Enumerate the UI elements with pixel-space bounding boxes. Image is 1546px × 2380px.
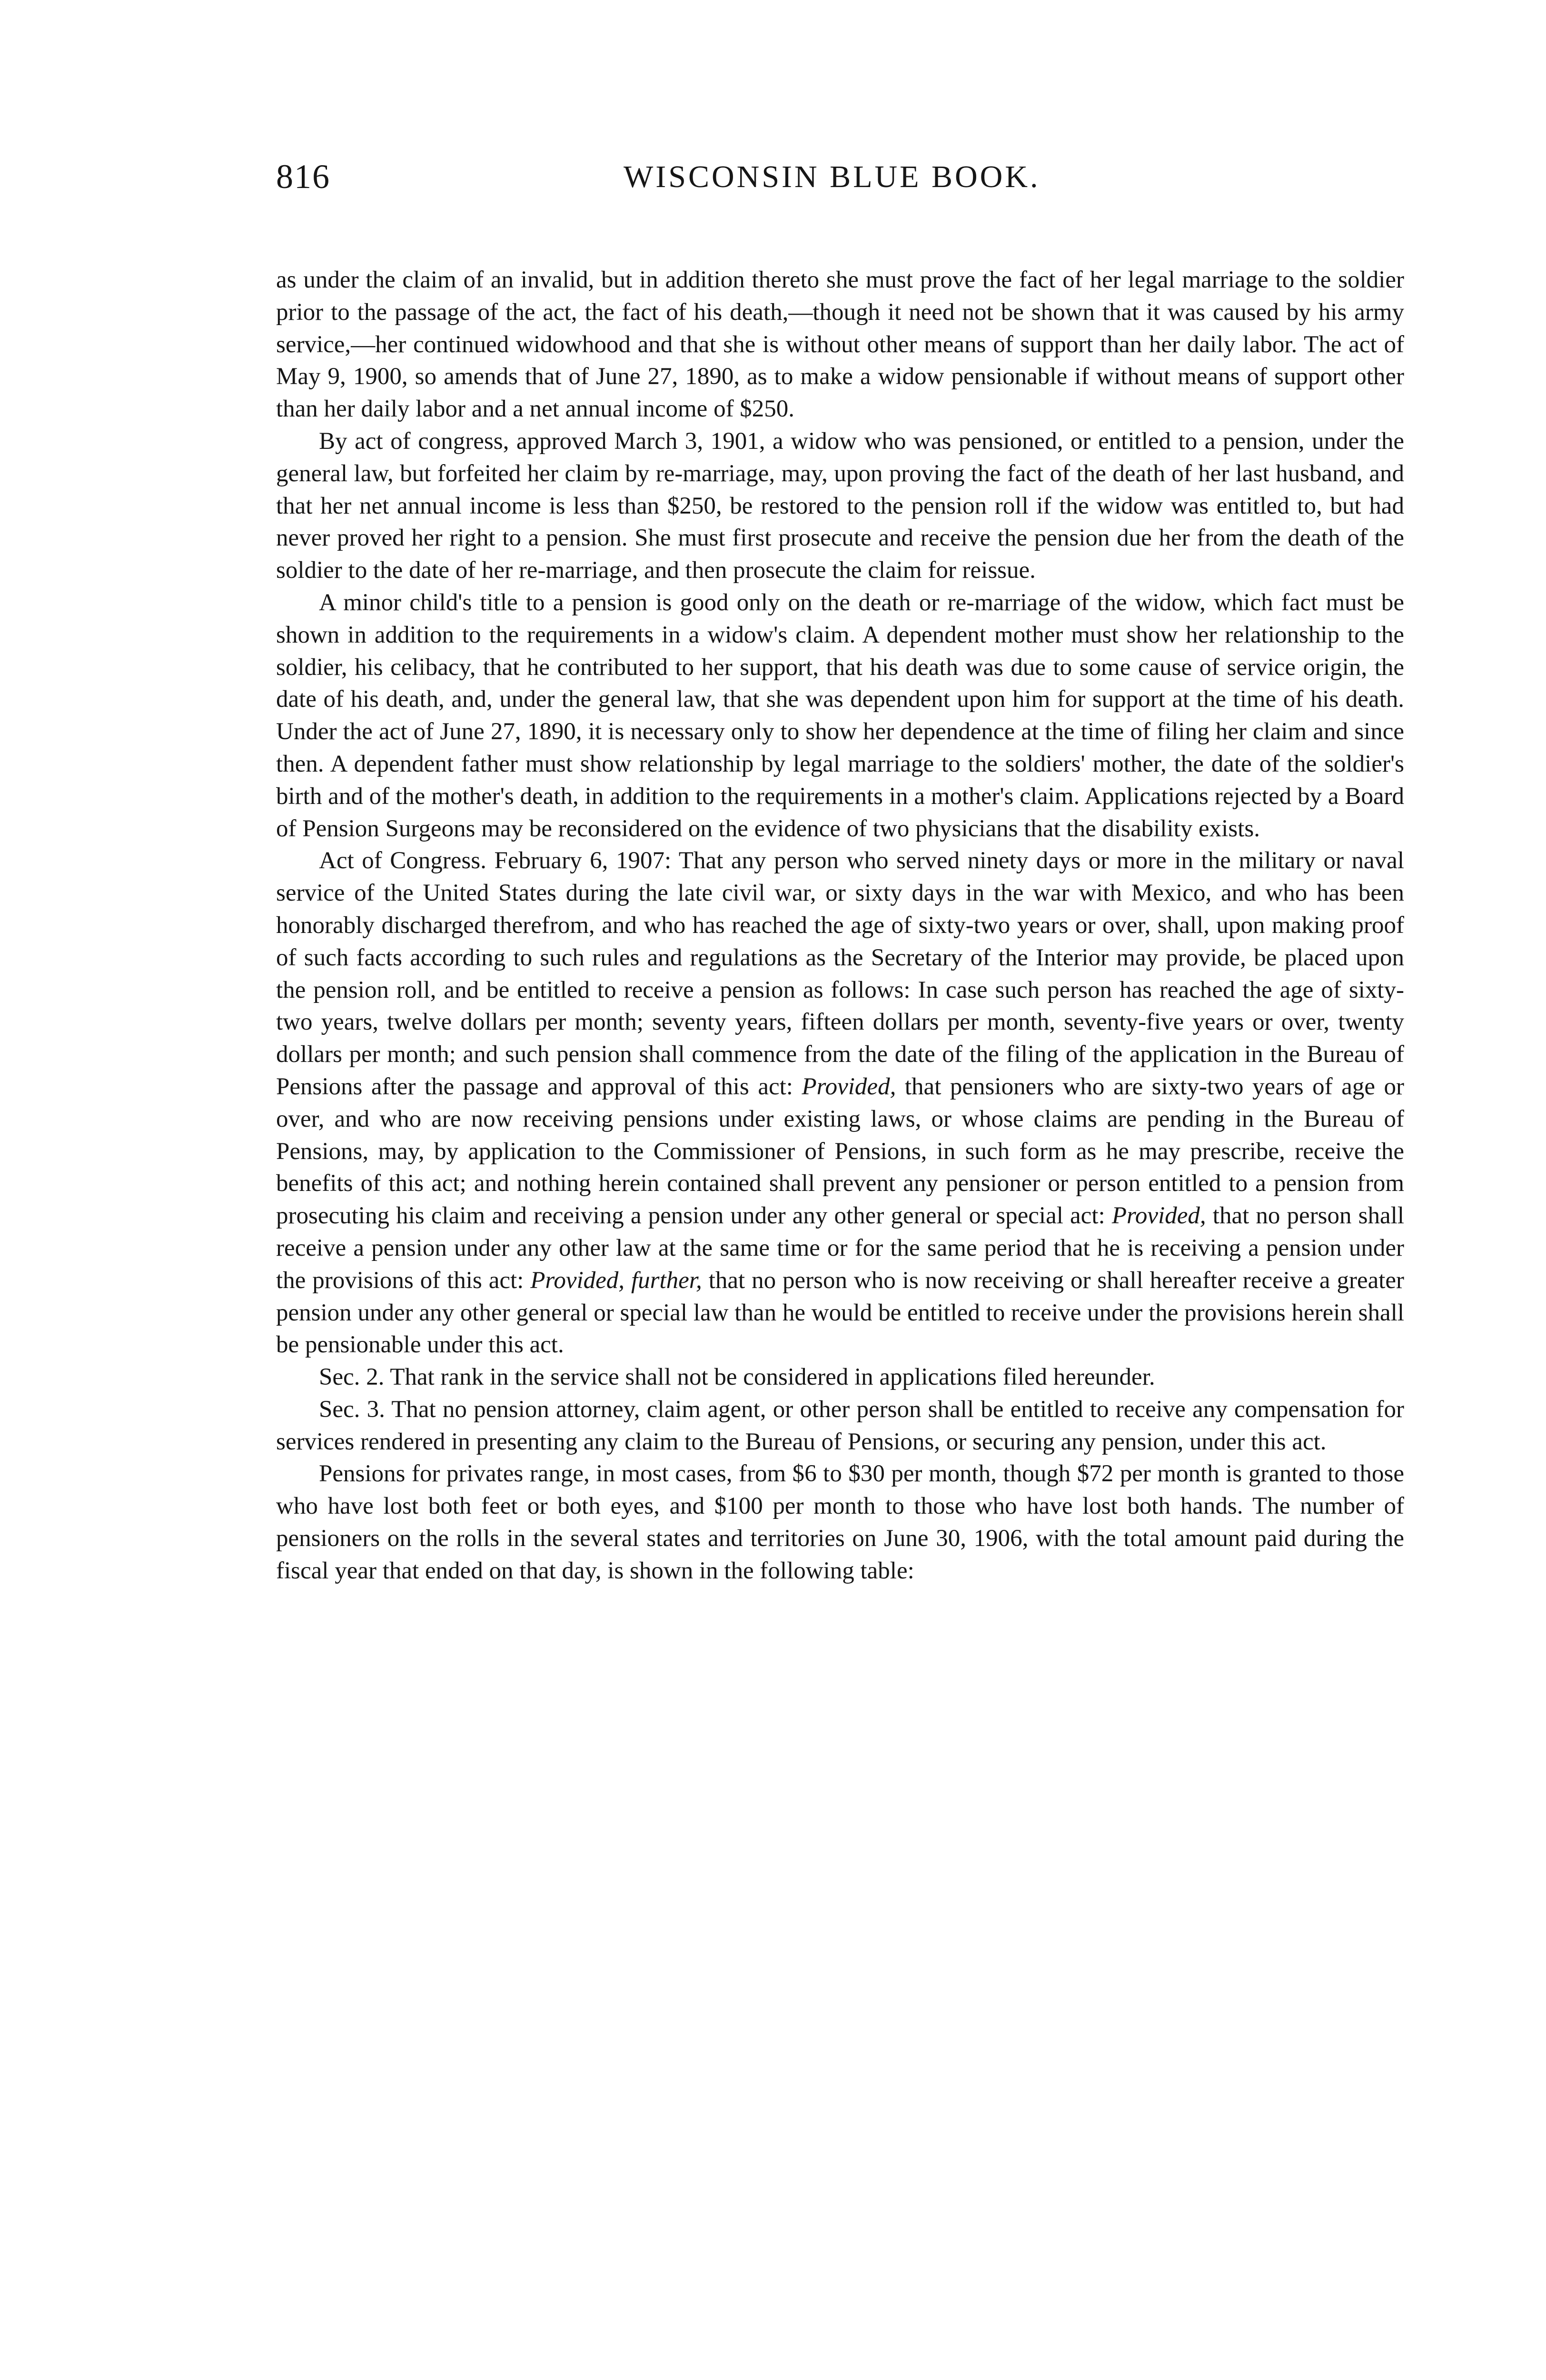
paragraph-sec-2: Sec. 2. That rank in the service shall not be considered in applications filed hereunder.	[319, 1364, 1155, 1391]
running-title: WISCONSIN BLUE BOOK.	[624, 159, 1041, 194]
body-text	[276, 264, 1404, 1587]
paragraph-act-1907	[276, 845, 1404, 1361]
act-proviso-3: Provided, further,	[530, 1267, 702, 1294]
paragraph-dependents: A minor child's title to a pension is good only on the death or re-marriage of the widow, which fact must be shown in addition to the requirements in a widow's claim. A dependent mother must show her relationship to the soldier, his celibacy, that he contributed to her support, that his death was due to some cause of service origin, the date of his death, and, under the general law, that she was dependent upon him for support at the time of his death. Under the act of June 27, 1890, it is necessary only to show her dependence at the time of filing her claim and since then. A dependent father must show relationship by legal marriage to the soldiers' mother, the date of the soldier's birth and of the mother's death, in addition to the requirements in a mother's claim. Applications rejected by a Board of Pension Surgeons may be reconsidered on the evidence of two physicians that the disability exists.	[276, 589, 1404, 842]
paragraph-pension-rates: Pensions for privates range, in most cases, from $6 to $30 per month, though $72 per month is granted to those who have lost both feet or both eyes, and $100 per month to those who have lost both hands. The number of pensioners on the rolls in the several states and territories on June 30, 1906, with the total amount paid during the fiscal year that ended on that day, is shown in the following table:	[276, 1460, 1404, 1584]
act-text-part-1: Act of Congress. February 6, 1907: That any person who served ninety days or more in the military or naval service of the United States during the late civil war, or sixty days in the war with Mexico, and who has been honorably discharged therefrom, and who has reached the age of sixty-two years or over, shall, upon making proof of such facts according to such rules and regulations as the Secretary of the Interior may provide, be placed upon the pension roll, and be entitled to receive a pension as follows: In case such person has reached the age of sixty-two years, twelve dollars per month; seventy years, fifteen dollars per month, seventy-five years or over, twenty dollars per month; and such pension shall commence from the date of the filing of the application in the Bureau of Pensions after the passage and approval of this act:	[276, 847, 1404, 1100]
page-number: 816	[276, 158, 330, 196]
act-proviso-2: Provided,	[1111, 1202, 1206, 1230]
paragraph-sec-3: Sec. 3. That no pension attorney, claim agent, or other person shall be entitled to receive any compensation for services rendered in presenting any claim to the Bureau of Pensions, or securing any pension, under this act.	[276, 1396, 1404, 1455]
act-text-part-3: that no person shall receive a pension under any other law at the same time or for the same period that he is receiving a pension under the provisions of this act:	[276, 1202, 1404, 1294]
page-header	[276, 157, 1409, 209]
act-text-part-2: that pensioners who are sixty-two years of age or over, and who are now receiving pensions under existing laws, or whose claims are pending in the Bureau of Pensions, may, by application to the Commissioner of Pensions, in such form as he may prescribe, receive the benefits of this act; and nothing herein contained shall prevent any pensioner or person entitled to a pension from prosecuting his claim and receiving a pension under any other general or special act:	[276, 1073, 1405, 1230]
act-proviso-1: Provided,	[802, 1073, 896, 1100]
act-text-part-4: that no person who is now receiving or shall hereafter receive a greater pension under any other general or special law than he would be entitled to receive under the provisions herein shall be pensionable under this act.	[276, 1267, 1405, 1359]
paragraph-remarriage: By act of congress, approved March 3, 1901, a widow who was pensioned, or entitled to a pension, under the general law, but forfeited her claim by re-marriage, may, upon proving the fact of the death of her last husband, and that her net annual income is less than $250, be restored to the pension roll if the widow was entitled to, but had never proved her right to a pension. She must first prosecute and receive the pension due her from the death of the soldier to the date of her re-marriage, and then prosecute the claim for reissue.	[276, 427, 1404, 584]
paragraph-widow-claim: as under the claim of an invalid, but in addition thereto she must prove the fact of her legal marriage to the soldier prior to the passage of the act, the fact of his death,—though it need not be shown that it was caused by his army service,—her continued widowhood and that she is without other means of support than her daily labor. The act of May 9, 1900, so amends that of June 27, 1890, as to make a widow pensionable if without means of support other than her daily labor and a net annual income of $250.	[276, 267, 1404, 423]
